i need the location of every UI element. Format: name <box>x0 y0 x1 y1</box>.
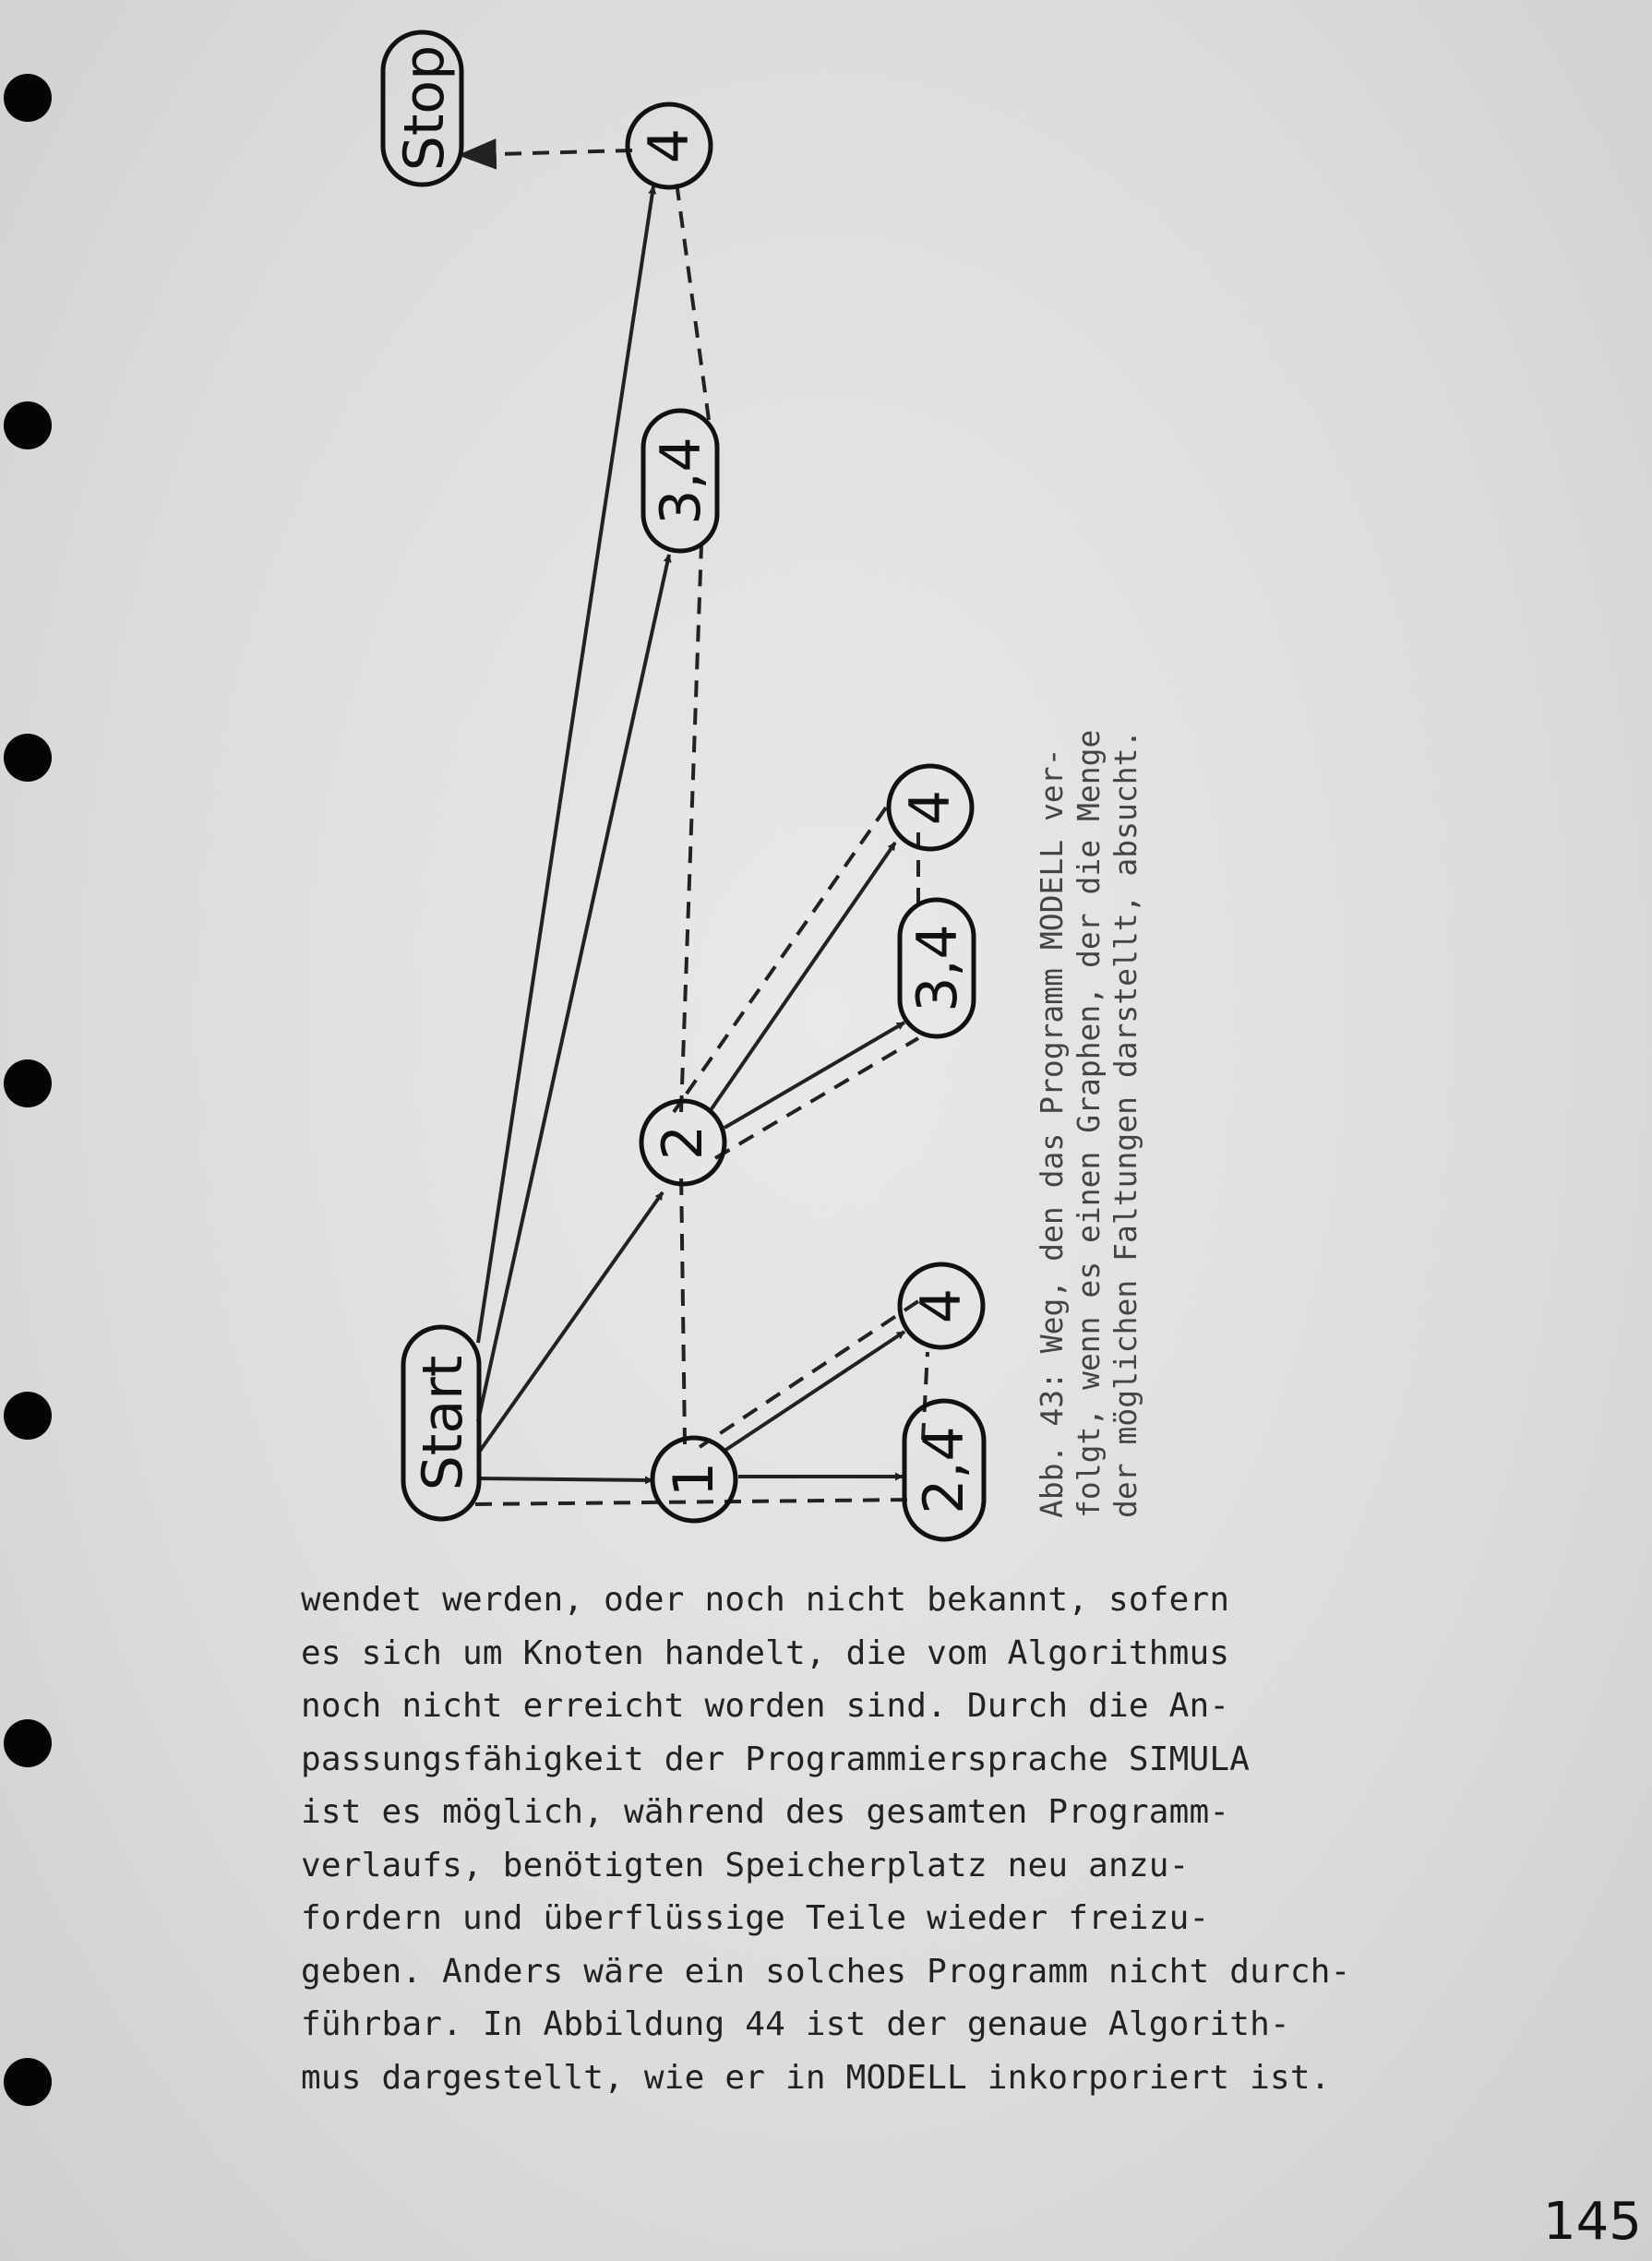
node-2-label: 2 <box>651 1124 715 1161</box>
node-start-label: Start <box>411 1355 475 1491</box>
node-4-middle <box>889 766 972 849</box>
node-stop-label: Stop <box>392 44 457 172</box>
body-paragraph <box>301 1573 1350 2104</box>
graph-edges <box>461 150 904 1480</box>
body-line: führbar. In Abbildung 44 ist der genaue Algorith- <box>301 2005 1290 2043</box>
caption-line: der möglichen Faltungen darstellt, absucht. <box>1107 729 1143 1518</box>
edge-start-2 <box>478 1192 663 1454</box>
edge-1-4 <box>724 1332 904 1451</box>
punch-hole <box>4 1719 52 1767</box>
body-line: mus dargestellt, wie er in MODELL inkorporiert ist. <box>301 2058 1331 2097</box>
node-4-lower <box>900 1264 983 1347</box>
page-number: 145 <box>1543 2192 1642 2252</box>
dashed-edge <box>681 544 701 1112</box>
edge-start-4 <box>478 186 653 1343</box>
node-4-top <box>628 104 711 187</box>
body-line: geben. Anders wäre ein solches Programm nicht durch- <box>301 1952 1351 1991</box>
dashed-edge <box>700 1301 918 1447</box>
dashed-edge <box>674 808 886 1112</box>
node-stop <box>383 32 461 185</box>
body-line: es sich um Knoten handelt, die vom Algorithmus <box>301 1633 1230 1672</box>
body-line: passungsfähigkeit der Programmiersprache SIMULA <box>301 1740 1251 1778</box>
node-2-4-label: 2,4 <box>912 1426 976 1514</box>
edge-start-34 <box>478 555 669 1421</box>
node-4-top-label: 4 <box>637 127 701 164</box>
node-2 <box>641 1101 724 1184</box>
node-3-4-middle <box>900 900 974 1036</box>
edge-4-stop <box>461 150 632 155</box>
node-4-middle-label: 4 <box>898 789 963 826</box>
edge-2-34 <box>724 1023 904 1128</box>
dashed-edge <box>681 1170 685 1444</box>
node-1 <box>652 1438 736 1521</box>
dashed-edge <box>475 1500 914 1504</box>
node-1-label: 1 <box>662 1461 726 1498</box>
punch-hole <box>4 2058 52 2106</box>
node-3-4-top <box>643 411 717 551</box>
edge-start-1 <box>478 1478 652 1480</box>
body-line: noch nicht erreicht worden sind. Durch die An- <box>301 1687 1230 1725</box>
body-line: verlaufs, benötigten Speicherplatz neu anzu- <box>301 1846 1190 1884</box>
body-line: wendet werden, oder noch nicht bekannt, sofern <box>301 1581 1230 1619</box>
caption-line: folgt, wenn es einen Graphen, der die Menge <box>1071 729 1107 1518</box>
node-3-4-top-label: 3,4 <box>649 437 713 525</box>
search-path-dashed <box>475 175 928 1504</box>
node-3-4-middle-label: 3,4 <box>905 924 970 1012</box>
body-line: fordern und überflüssige Teile wieder freizu- <box>301 1899 1210 1937</box>
caption-line: Abb. 43: Weg, den das Programm MODELL ver- <box>1034 748 1070 1518</box>
dashed-edge <box>676 175 709 420</box>
figure-caption <box>1034 577 1144 1518</box>
body-line: ist es möglich, während des gesamten Programm- <box>301 1793 1230 1831</box>
node-2-4 <box>904 1401 984 1539</box>
node-start <box>403 1327 479 1519</box>
node-4-lower-label: 4 <box>909 1287 974 1324</box>
